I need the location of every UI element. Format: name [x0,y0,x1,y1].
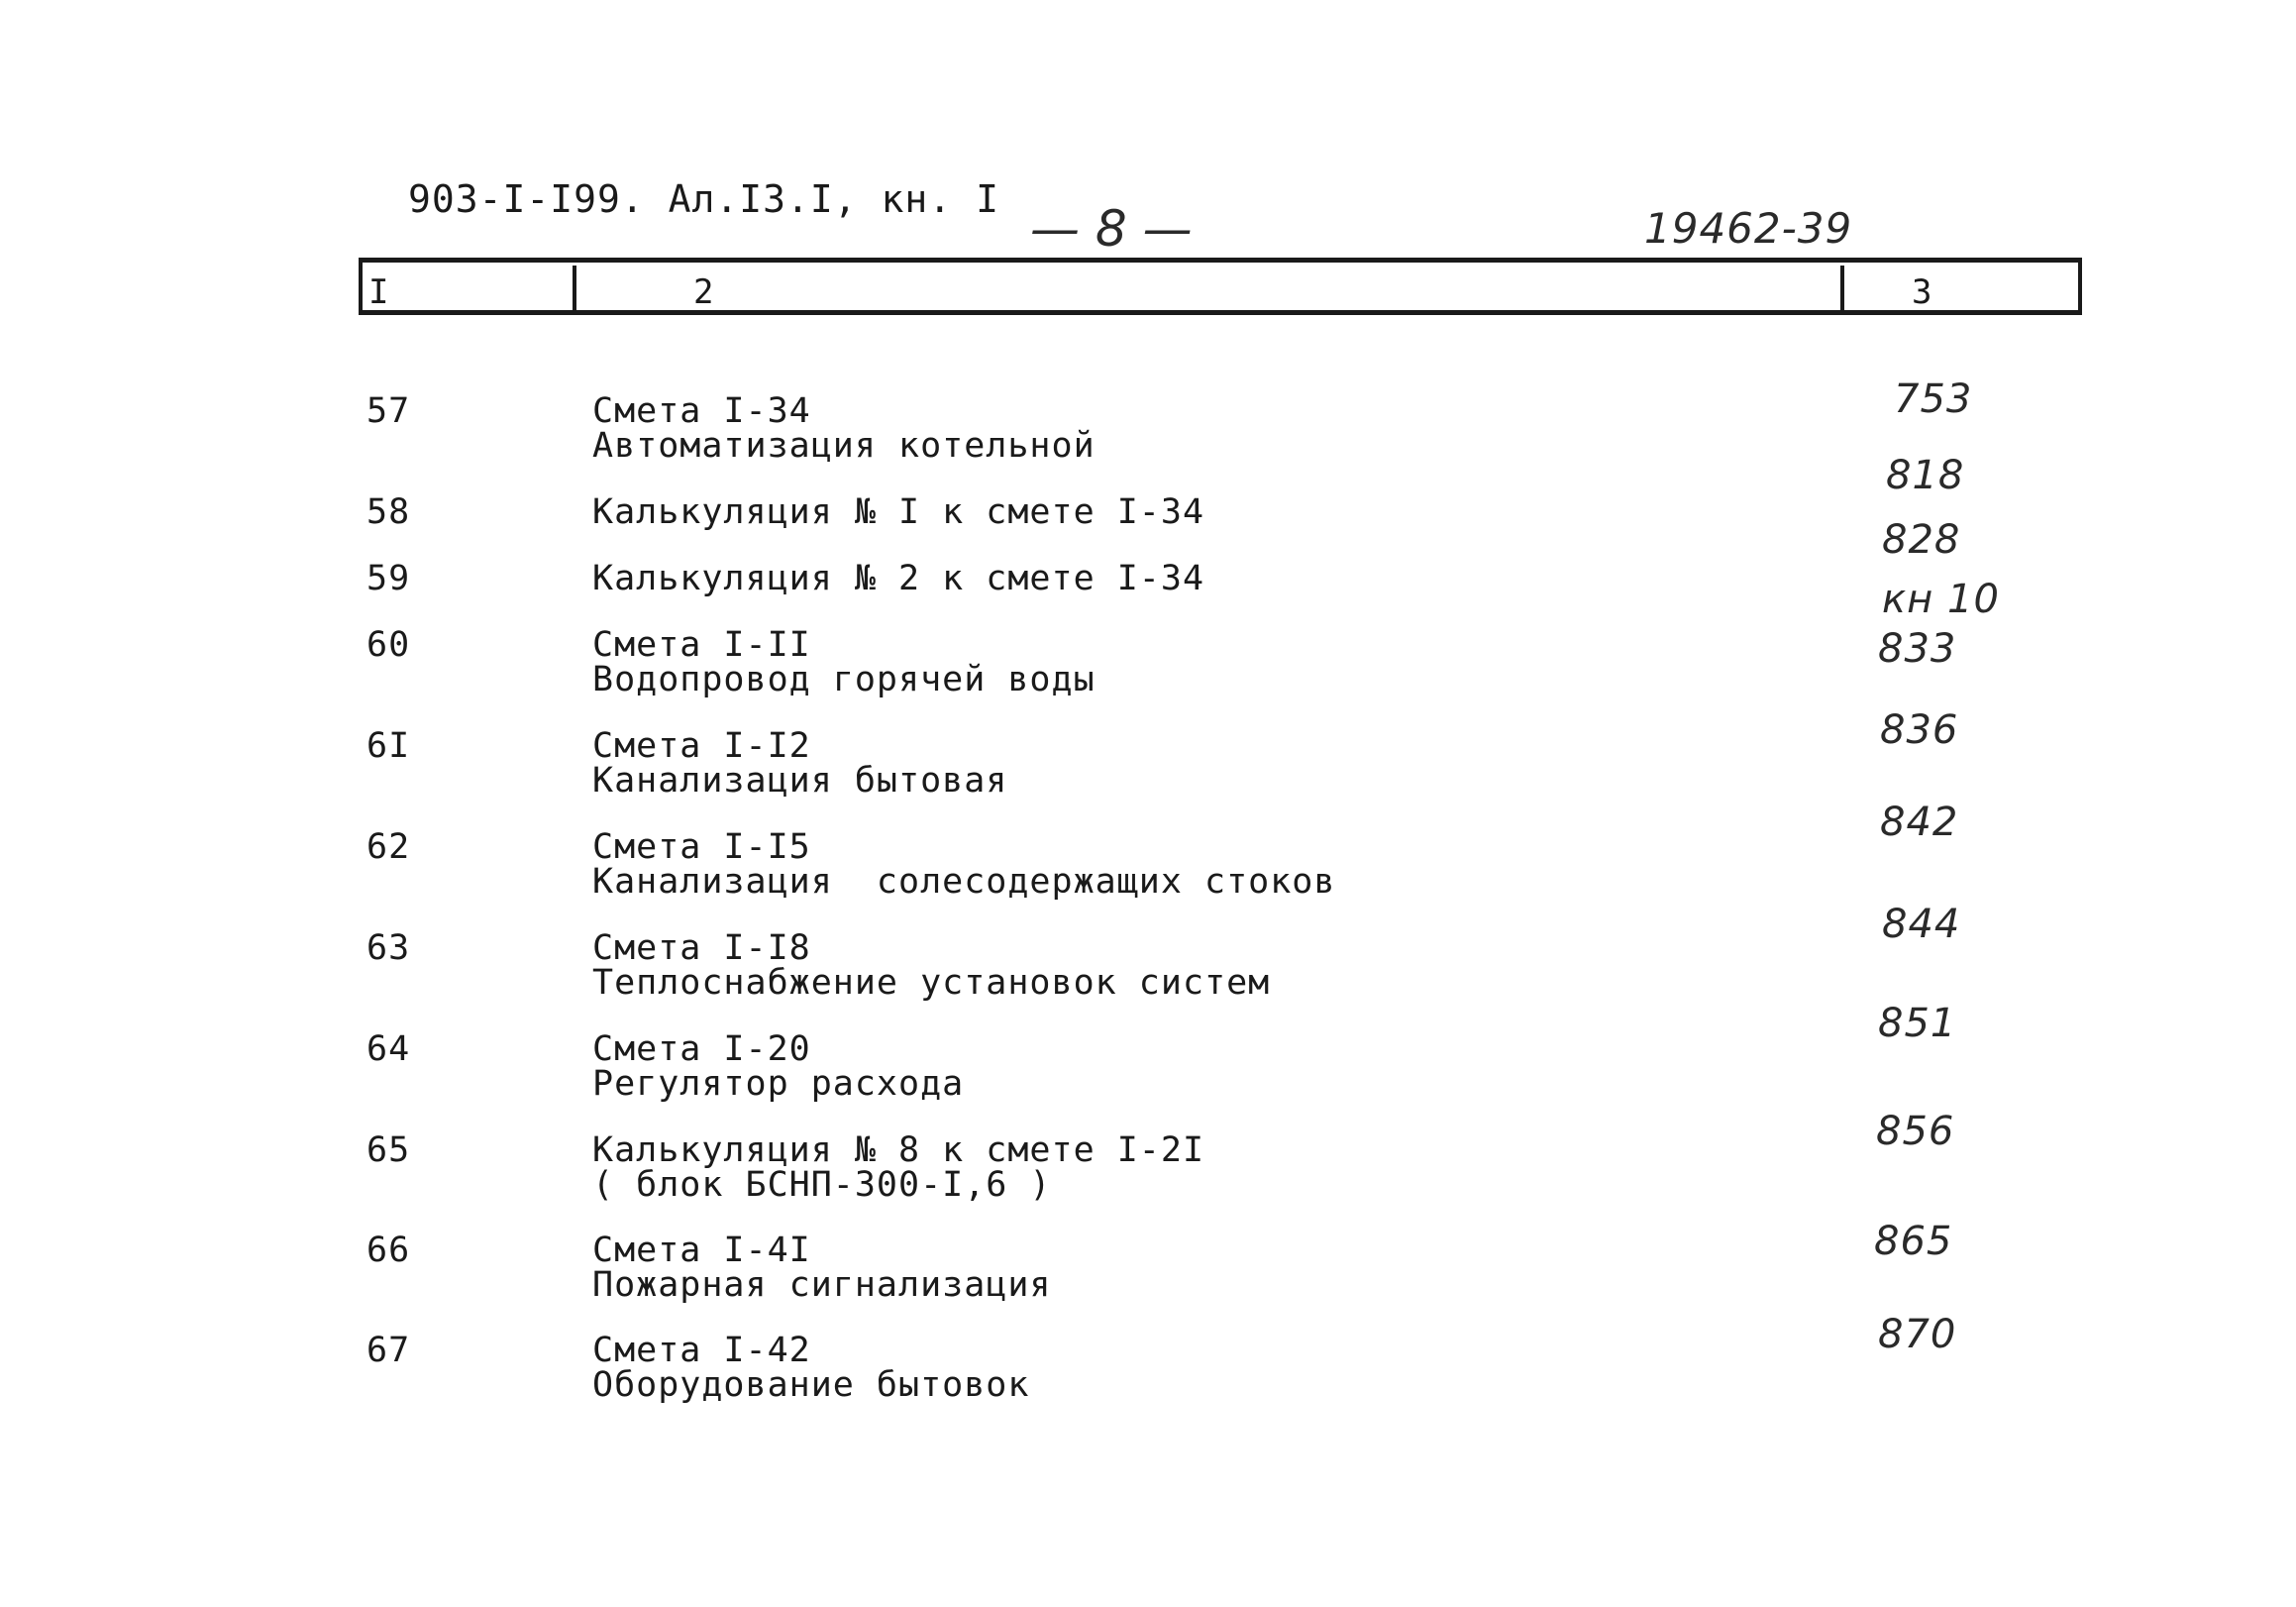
row-subtitle: Оборудование бытовок [592,1365,1030,1405]
row-subtitle: ( блок БСНП-300-I,6 ) [592,1165,1052,1205]
row-page: 818 [1886,453,1965,498]
column-header-3: 3 [1912,272,1933,312]
row-number: 6I [366,726,411,766]
document-reference: 903-I-I99. Ал.I3.I, кн. I [408,177,999,221]
row-subtitle: Водопровод горячей воды [592,660,1096,699]
row-number: 65 [366,1130,411,1170]
row-title: Смета I-20 [592,1029,811,1069]
row-page: кн 10 [1882,577,2000,622]
row-number: 57 [366,391,411,431]
row-page: 870 [1878,1312,1957,1357]
document-code: 19462-39 [1644,204,1853,253]
row-number: 58 [366,492,411,532]
row-page: 865 [1874,1219,1953,1264]
row-title: Калькуляция № I к смете I-34 [592,492,1205,532]
row-title: Смета I-II [592,625,811,665]
row-page: 833 [1878,626,1957,672]
row-subtitle: Канализация бытовая [592,761,1008,801]
row-subtitle: Канализация солесодержащих стоков [592,862,1336,902]
column-separator-1 [573,266,576,311]
row-number: 64 [366,1029,411,1069]
row-title: Смета I-4I [592,1231,811,1270]
row-title: Калькуляция № 2 к смете I-34 [592,559,1205,598]
row-title: Смета I-42 [592,1331,811,1370]
row-subtitle: Теплоснабжение установок систем [592,963,1271,1003]
column-separator-2 [1840,266,1844,311]
row-subtitle: Пожарная сигнализация [592,1265,1052,1305]
row-title: Калькуляция № 8 к смете I-2I [592,1130,1205,1170]
page-number: — 8 — [1030,200,1193,258]
row-page: 753 [1894,376,1973,422]
row-number: 67 [366,1331,411,1370]
row-subtitle: Автоматизация котельной [592,426,1096,466]
row-page: 836 [1880,707,1959,753]
row-subtitle: Регулятор расхода [592,1064,965,1104]
row-page: 842 [1880,800,1959,845]
row-page: 856 [1876,1109,1955,1154]
column-header-1: I [368,272,390,312]
row-page: 828 [1882,517,1961,563]
row-number: 62 [366,827,411,867]
row-number: 63 [366,928,411,968]
row-title: Смета I-I5 [592,827,811,867]
row-title: Смета I-34 [592,391,811,431]
row-number: 66 [366,1231,411,1270]
row-page: 851 [1878,1001,1957,1046]
row-number: 59 [366,559,411,598]
row-number: 60 [366,625,411,665]
column-header-frame [359,258,2082,315]
row-page: 844 [1882,902,1961,947]
row-title: Смета I-I2 [592,726,811,766]
row-title: Смета I-I8 [592,928,811,968]
column-header-2: 2 [693,272,715,312]
